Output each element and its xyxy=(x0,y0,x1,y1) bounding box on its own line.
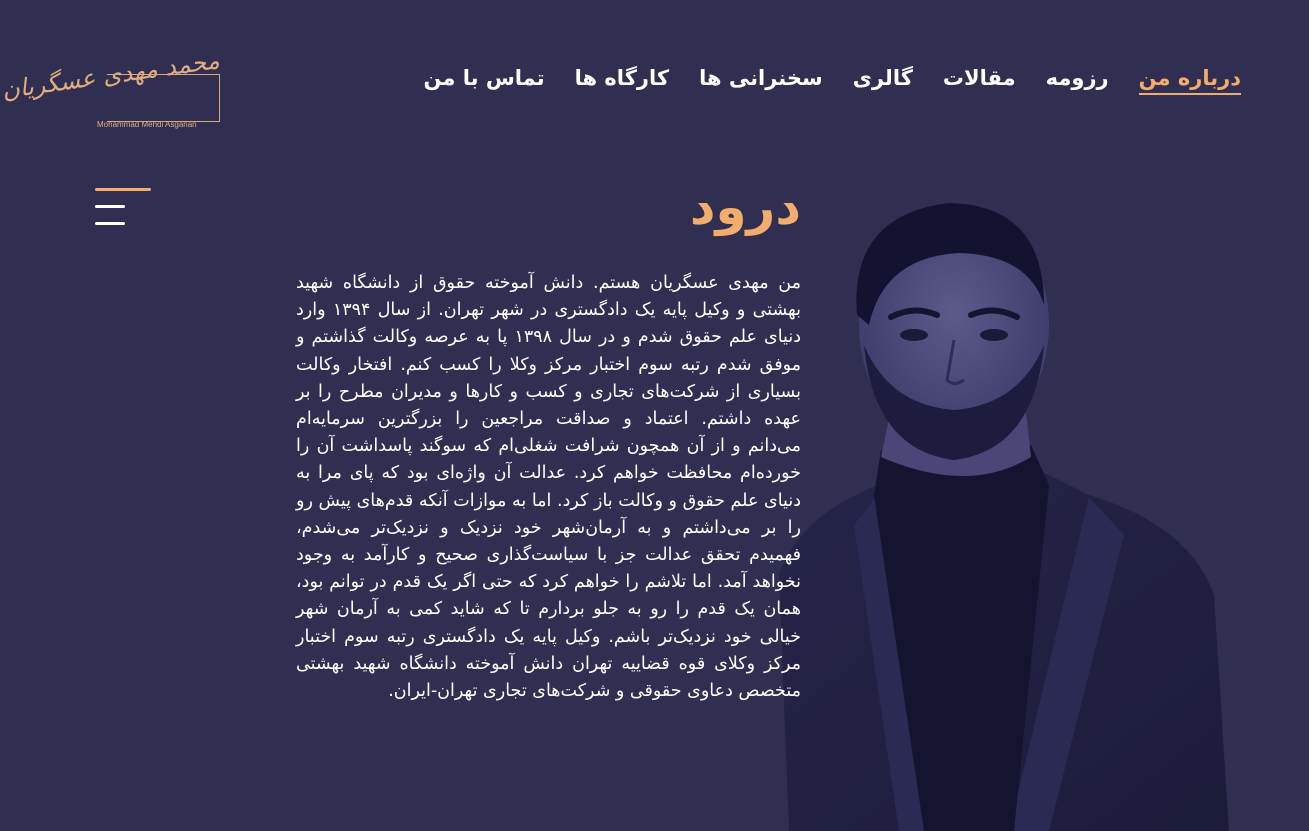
nav-item-contact[interactable]: تماس با من xyxy=(423,66,545,90)
nav-item-about[interactable]: درباره من xyxy=(1139,66,1241,95)
nav-item-gallery[interactable]: گالری xyxy=(852,66,913,90)
hamburger-line-bottom xyxy=(95,222,125,225)
logo-latin-name: Mohammad Mehdi Asgarian xyxy=(97,120,197,129)
logo-signature: محمد مهدی عسگریان xyxy=(0,46,221,105)
main-nav xyxy=(424,66,1241,95)
nav-item-workshops[interactable]: کارگاه ها xyxy=(574,66,670,90)
site-logo[interactable] xyxy=(0,44,223,132)
hamburger-line-middle xyxy=(95,205,125,208)
nav-item-articles[interactable]: مقالات xyxy=(942,66,1016,90)
nav-item-talks[interactable]: سخنرانی ها xyxy=(699,66,823,90)
hero-title: درود xyxy=(689,178,801,236)
hamburger-line-top xyxy=(95,188,151,191)
hero-bio-text: من مهدی عسگریان هستم. دانش آموخته حقوق از دانشگاه شهید بهشتی و وکیل پایه یک دادگستری در شهر تهران. از سال ۱۳۹۴ وارد دنیای علم حقوق شدم و در سال ۱۳۹۸ پا به عرصه وکالت گذاشتم و موفق شدم رتبه سوم اختبار مرکز وکلا را کسب کنم. افتخار وکالت بسیاری از شرکت‌های تجاری و کسب و کارها و مدیران مطرح را بر عهده داشتم. اعتماد و صداقت مراجعین را بزرگترین سرمایه‌ام می‌دانم و از آن همچون شرافت شغلی‌ام که سوگند پاسداشت آن را خورده‌ام محافظت خواهم کرد. عدالت آن واژه‌ای بود که پای مرا به دنیای علم حقوق و وکالت باز کرد. اما به موازات آنکه قدم‌های پیش رو را بر می‌داشتم و به آرمان‌شهر خود نزدیک و نزدیک‌تر می‌شدم، فهمیدم تحقق عدالت جز با سیاست‌گذاری صحیح و کارآمد به وجود نخواهد آمد. اما تلاشم را خواهم کرد که حتی اگر یک قدم در توانم بود، همان یک قدم را رو به جلو بردارم تا که شاید کمی به آرمان شهر خیالی خود نزدیک‌تر باشم. وکیل پایه یک دادگستری رتبه سوم اختبار مرکز وکلای قوه قضاییه تهران دانش آموخته دانشگاه شهید بهشتی متخصص دعاوی حقوقی و شرکت‌های تجاری تهران-ایران. xyxy=(296,273,801,702)
hamburger-menu-icon[interactable] xyxy=(95,186,153,228)
nav-item-resume[interactable]: رزومه xyxy=(1045,66,1109,90)
